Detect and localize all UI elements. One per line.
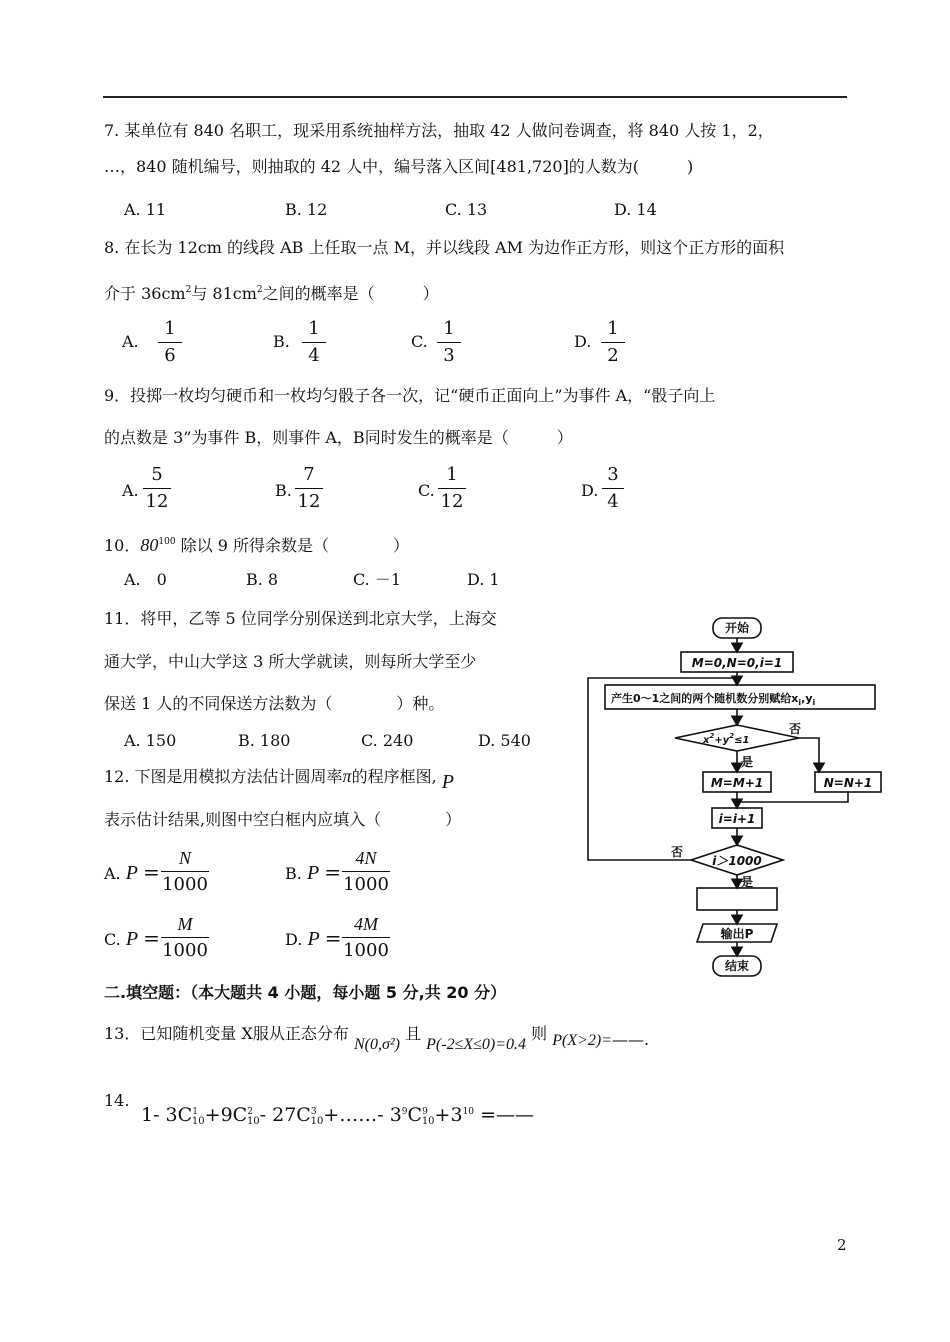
q7-line2: …，840 随机编号，则抽取的 42 人中，编号落入区间[481,720]的人数为( ) [104, 157, 694, 176]
q11-option-a: A. 150 [124, 731, 177, 750]
flowchart-start-label: 开始 [724, 621, 750, 635]
page-number: 2 [837, 1236, 847, 1254]
q12-option-a-fraction: N 1000 [162, 848, 208, 895]
flowchart-i-label: i=i+1 [718, 812, 756, 826]
flowchart-yes1-label: 是 [741, 755, 754, 769]
q9-option-b-label: B. [275, 481, 292, 500]
q14-expression: 1- $3C^1_{10}+9C^2_{10}-$ $27C^3_{10}+\dots\dots-$ $3^9C^9_{10}+3^{10}$ =—— [141, 1104, 534, 1127]
q12-option-c: C. P = [104, 926, 160, 950]
header-rule [103, 96, 847, 98]
section2-title: 二.填空题：（本大题共 4 小题，每小题 5 分,共 20 分） [104, 983, 507, 1002]
q11-option-d: D. 540 [478, 731, 531, 750]
flowchart-n-label: N=N+1 [823, 776, 873, 790]
q10-option-c: C. －1 [353, 570, 402, 589]
q12-option-c-fraction: M 1000 [162, 914, 208, 961]
q7-option-d: D. 14 [614, 200, 657, 219]
q7-line1: 7. 某单位有 840 名职工，现采用系统抽样方法，抽取 42 人做问卷调查，将 840 人按 1，2， [104, 121, 774, 140]
q11-option-c: C. 240 [361, 731, 414, 750]
flowchart-condition2-label: i＞1000 [712, 854, 762, 868]
q9-option-d-label: D. [581, 481, 599, 500]
q8-option-c-fraction: 1 3 [437, 318, 461, 367]
q14-prefix: 14. [104, 1091, 130, 1110]
flowchart-output-label: 输出P [720, 927, 754, 941]
q10-option-b: B. 8 [246, 570, 279, 589]
q9-option-a-fraction: 5 12 [143, 464, 171, 513]
flowchart-condition1-label: $x^2+y^2\le 1$ [703, 732, 750, 746]
q10-option-d: D. 1 [467, 570, 500, 589]
flowchart-generate-label: 产生0～1之间的两个随机数分别赋给$x_i,y_i$ [611, 692, 816, 707]
flowchart-no1-label: 否 [789, 722, 802, 736]
q9-line2: 的点数是 3”为事件 B，则事件 A，B同时发生的概率是（ ） [104, 428, 573, 447]
q11-line3: 保送 1 人的不同保送方法数为（ ）种。 [104, 694, 445, 713]
q8-option-d-fraction: 1 2 [601, 318, 625, 367]
q8-option-a-fraction: 1 6 [158, 318, 182, 367]
q9-option-c-label: C. [418, 481, 435, 500]
q8-option-d-label: D. [574, 332, 592, 351]
q12-option-d-fraction: 4M 1000 [343, 914, 389, 961]
q12-option-b-fraction: 4N 1000 [343, 848, 389, 895]
q8-option-b-fraction: 1 4 [302, 318, 326, 367]
q8-option-c-label: C. [411, 332, 428, 351]
q7-option-a: A. 11 [124, 200, 167, 219]
flowchart-blank-node [697, 888, 777, 910]
q9-option-d-fraction: 3 4 [602, 464, 624, 513]
flowchart-init-label: M=0,N=0,i=1 [691, 656, 783, 670]
q11-line1: 11．将甲，乙等 5 位同学分别保送到北京大学，上海交 [104, 609, 497, 628]
q8-option-a-label: A. [122, 332, 139, 351]
q11-line2: 通大学，中山大学这 3 所大学就读，则每所大学至少 [104, 652, 477, 671]
flowchart-end-label: 结束 [724, 959, 750, 973]
flowchart-m-label: M=M+1 [710, 776, 764, 790]
q13-line: 13．已知随机变量 X服从正态分布 N(0,σ²) 且 P(-2≤X≤0)=0.4 则 P(X>2)=——. [104, 1024, 650, 1053]
q9-option-b-fraction: 7 12 [295, 464, 323, 513]
q10-line: 10．$80^{100}$ 除以 9 所得余数是（ ） [104, 535, 410, 555]
q8-line2: 介于 $36cm^2$与 $81cm^2$之间的概率是（ ） [104, 284, 439, 303]
q12-option-a: A. P = [104, 860, 160, 884]
q10-option-a: A. 0 [124, 570, 167, 589]
q12-line2: 表示估计结果,则图中空白框内应填入（ ） [104, 810, 462, 829]
q11-option-b: B. 180 [238, 731, 291, 750]
q9-option-c-fraction: 1 12 [438, 464, 466, 513]
flowchart [585, 612, 885, 982]
q8-line1: 8. 在长为 12cm 的线段 AB 上任取一点 M，并以线段 AM 为边作正方形，则这个正方形的面积 [104, 238, 785, 257]
q12-option-b: B. P = [285, 860, 342, 884]
q8-option-b-label: B. [273, 332, 290, 351]
q7-option-c: C. 13 [445, 200, 488, 219]
flowchart-no2-label: 否 [671, 845, 684, 859]
q12-line1: 12. 下图是用模拟方法估计圆周率π的程序框图, P [104, 766, 454, 793]
q7-option-b: B. 12 [285, 200, 328, 219]
q9-line1: 9．投掷一枚均匀硬币和一枚均匀骰子各一次，记“硬币正面向上”为事件 A，“骰子向上 [104, 386, 716, 405]
flowchart-yes2-label: 是 [741, 875, 754, 889]
q12-option-d: D. P = [285, 926, 342, 950]
q9-option-a-label: A. [122, 481, 139, 500]
